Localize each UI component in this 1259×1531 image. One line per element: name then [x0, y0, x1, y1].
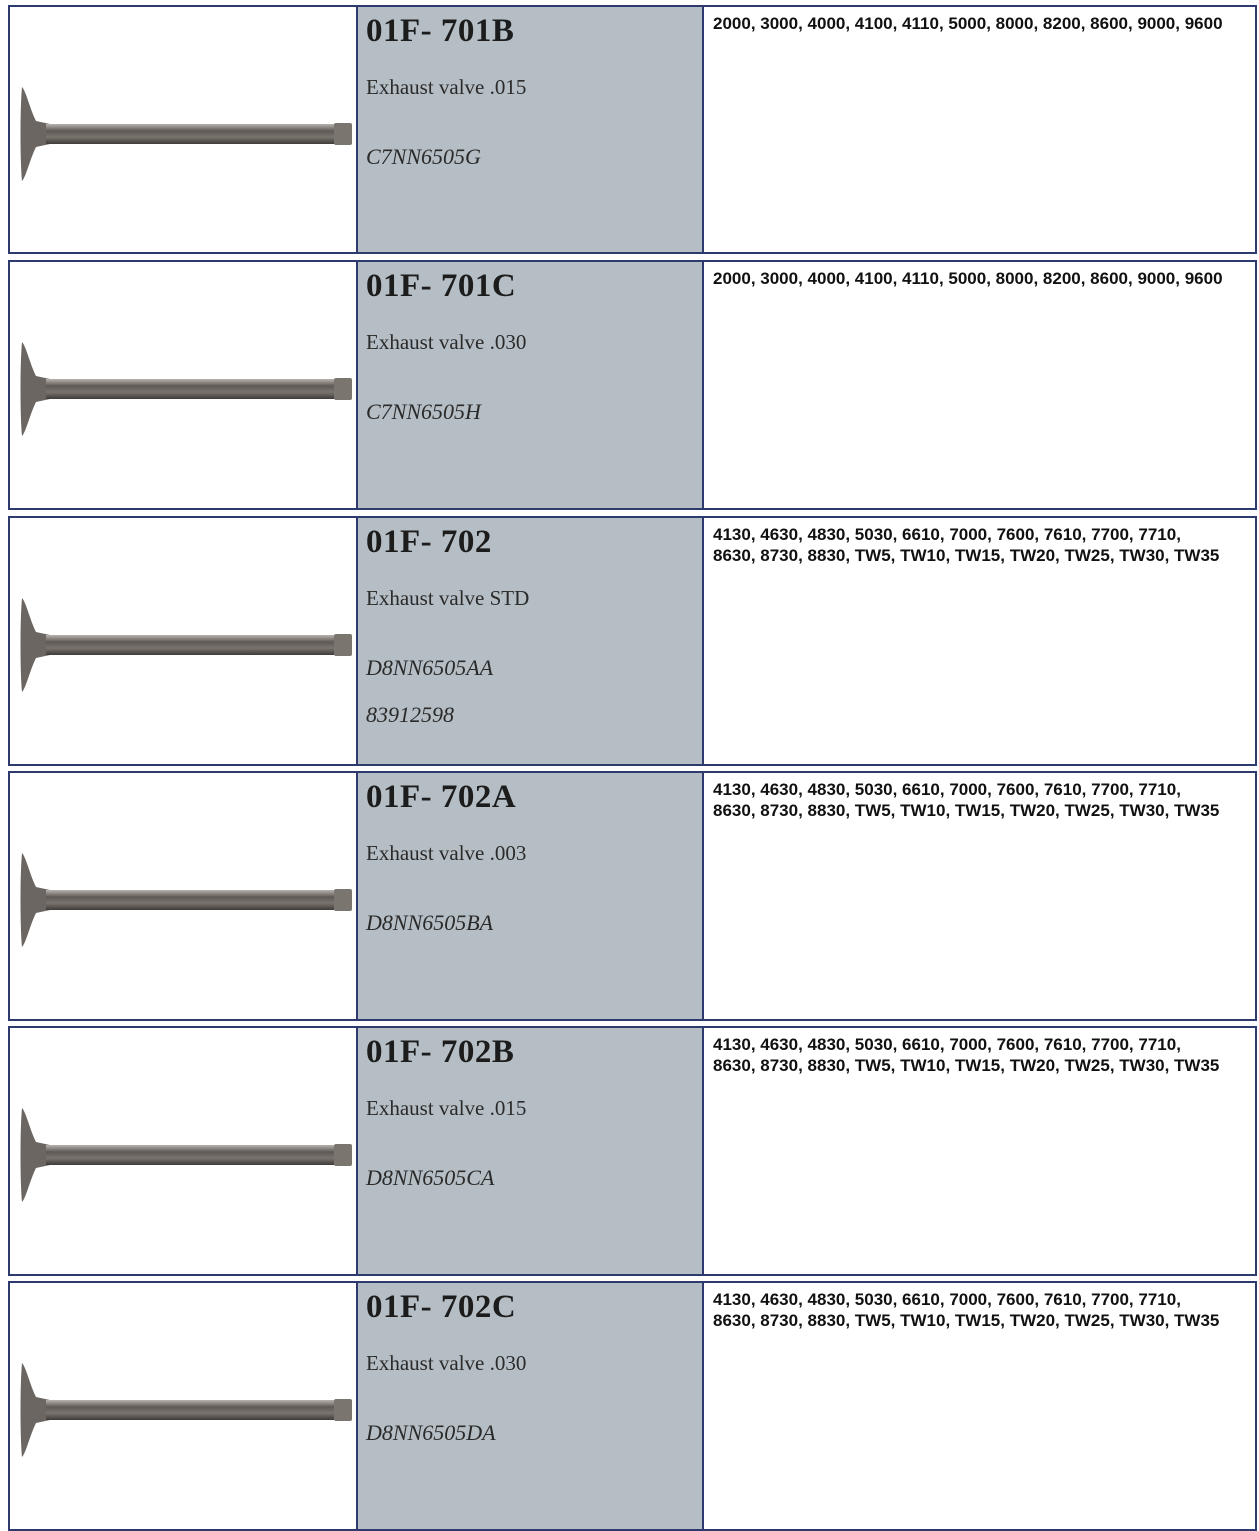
compatible-models: 2000, 3000, 4000, 4100, 4110, 5000, 8000, 8200, 8600, 9000, 9600	[713, 14, 1223, 33]
part-info-cell	[358, 1028, 704, 1274]
part-row	[8, 260, 1257, 510]
part-info-cell	[358, 7, 704, 252]
models-cell	[704, 7, 1255, 252]
part-number: 01F- 702C	[366, 1289, 517, 1325]
product-image-cell	[10, 1283, 358, 1529]
part-description: Exhaust valve STD	[366, 586, 530, 610]
compatible-models: 4130, 4630, 4830, 5030, 6610, 7000, 7600, 7610, 7700, 7710, 8630, 8730, 8830, TW5, TW10, TW15, TW20, TW25, TW30, TW35	[713, 525, 1220, 565]
models-cell	[704, 1283, 1255, 1529]
part-number: 01F- 701B	[366, 13, 515, 49]
product-image-cell	[10, 1028, 358, 1274]
exhaust-valve-icon	[16, 79, 356, 189]
part-description: Exhaust valve .030	[366, 330, 527, 354]
part-info-cell	[358, 773, 704, 1019]
product-image-cell	[10, 773, 358, 1019]
models-cell	[704, 1028, 1255, 1274]
part-row	[8, 771, 1257, 1021]
part-number: 01F- 702	[366, 524, 492, 560]
part-number: 01F- 701C	[366, 268, 517, 304]
product-image-cell	[10, 518, 358, 764]
product-image-cell	[10, 262, 358, 508]
exhaust-valve-icon	[16, 590, 356, 700]
oem-number-alt: 83912598	[366, 702, 454, 727]
compatible-models: 2000, 3000, 4000, 4100, 4110, 5000, 8000, 8200, 8600, 9000, 9600	[713, 269, 1223, 288]
exhaust-valve-icon	[16, 1100, 356, 1210]
part-description: Exhaust valve .015	[366, 1096, 527, 1120]
part-info-cell	[358, 518, 704, 764]
models-cell	[704, 262, 1255, 508]
part-description: Exhaust valve .015	[366, 75, 527, 99]
oem-number: D8NN6505AA	[366, 655, 494, 680]
oem-number: C7NN6505G	[366, 144, 481, 169]
compatible-models: 4130, 4630, 4830, 5030, 6610, 7000, 7600, 7610, 7700, 7710, 8630, 8730, 8830, TW5, TW10, TW15, TW20, TW25, TW30, TW35	[713, 780, 1220, 820]
compatible-models: 4130, 4630, 4830, 5030, 6610, 7000, 7600, 7610, 7700, 7710, 8630, 8730, 8830, TW5, TW10, TW15, TW20, TW25, TW30, TW35	[713, 1035, 1220, 1075]
product-image-cell	[10, 7, 358, 252]
exhaust-valve-icon	[16, 845, 356, 955]
part-number: 01F- 702A	[366, 779, 517, 815]
models-cell	[704, 773, 1255, 1019]
part-row	[8, 1026, 1257, 1276]
oem-number: C7NN6505H	[366, 399, 481, 424]
part-description: Exhaust valve .003	[366, 841, 527, 865]
exhaust-valve-icon	[16, 1355, 356, 1465]
oem-number: D8NN6505CA	[366, 1165, 495, 1190]
part-info-cell	[358, 1283, 704, 1529]
part-row	[8, 516, 1257, 766]
models-cell	[704, 518, 1255, 764]
part-description: Exhaust valve .030	[366, 1351, 527, 1375]
part-row	[8, 1281, 1257, 1531]
compatible-models: 4130, 4630, 4830, 5030, 6610, 7000, 7600, 7610, 7700, 7710, 8630, 8730, 8830, TW5, TW10, TW15, TW20, TW25, TW30, TW35	[713, 1290, 1220, 1330]
part-info-cell	[358, 262, 704, 508]
oem-number: D8NN6505BA	[366, 910, 494, 935]
oem-number: D8NN6505DA	[366, 1420, 496, 1445]
exhaust-valve-icon	[16, 334, 356, 444]
part-row	[8, 5, 1257, 254]
part-number: 01F- 702B	[366, 1034, 515, 1070]
